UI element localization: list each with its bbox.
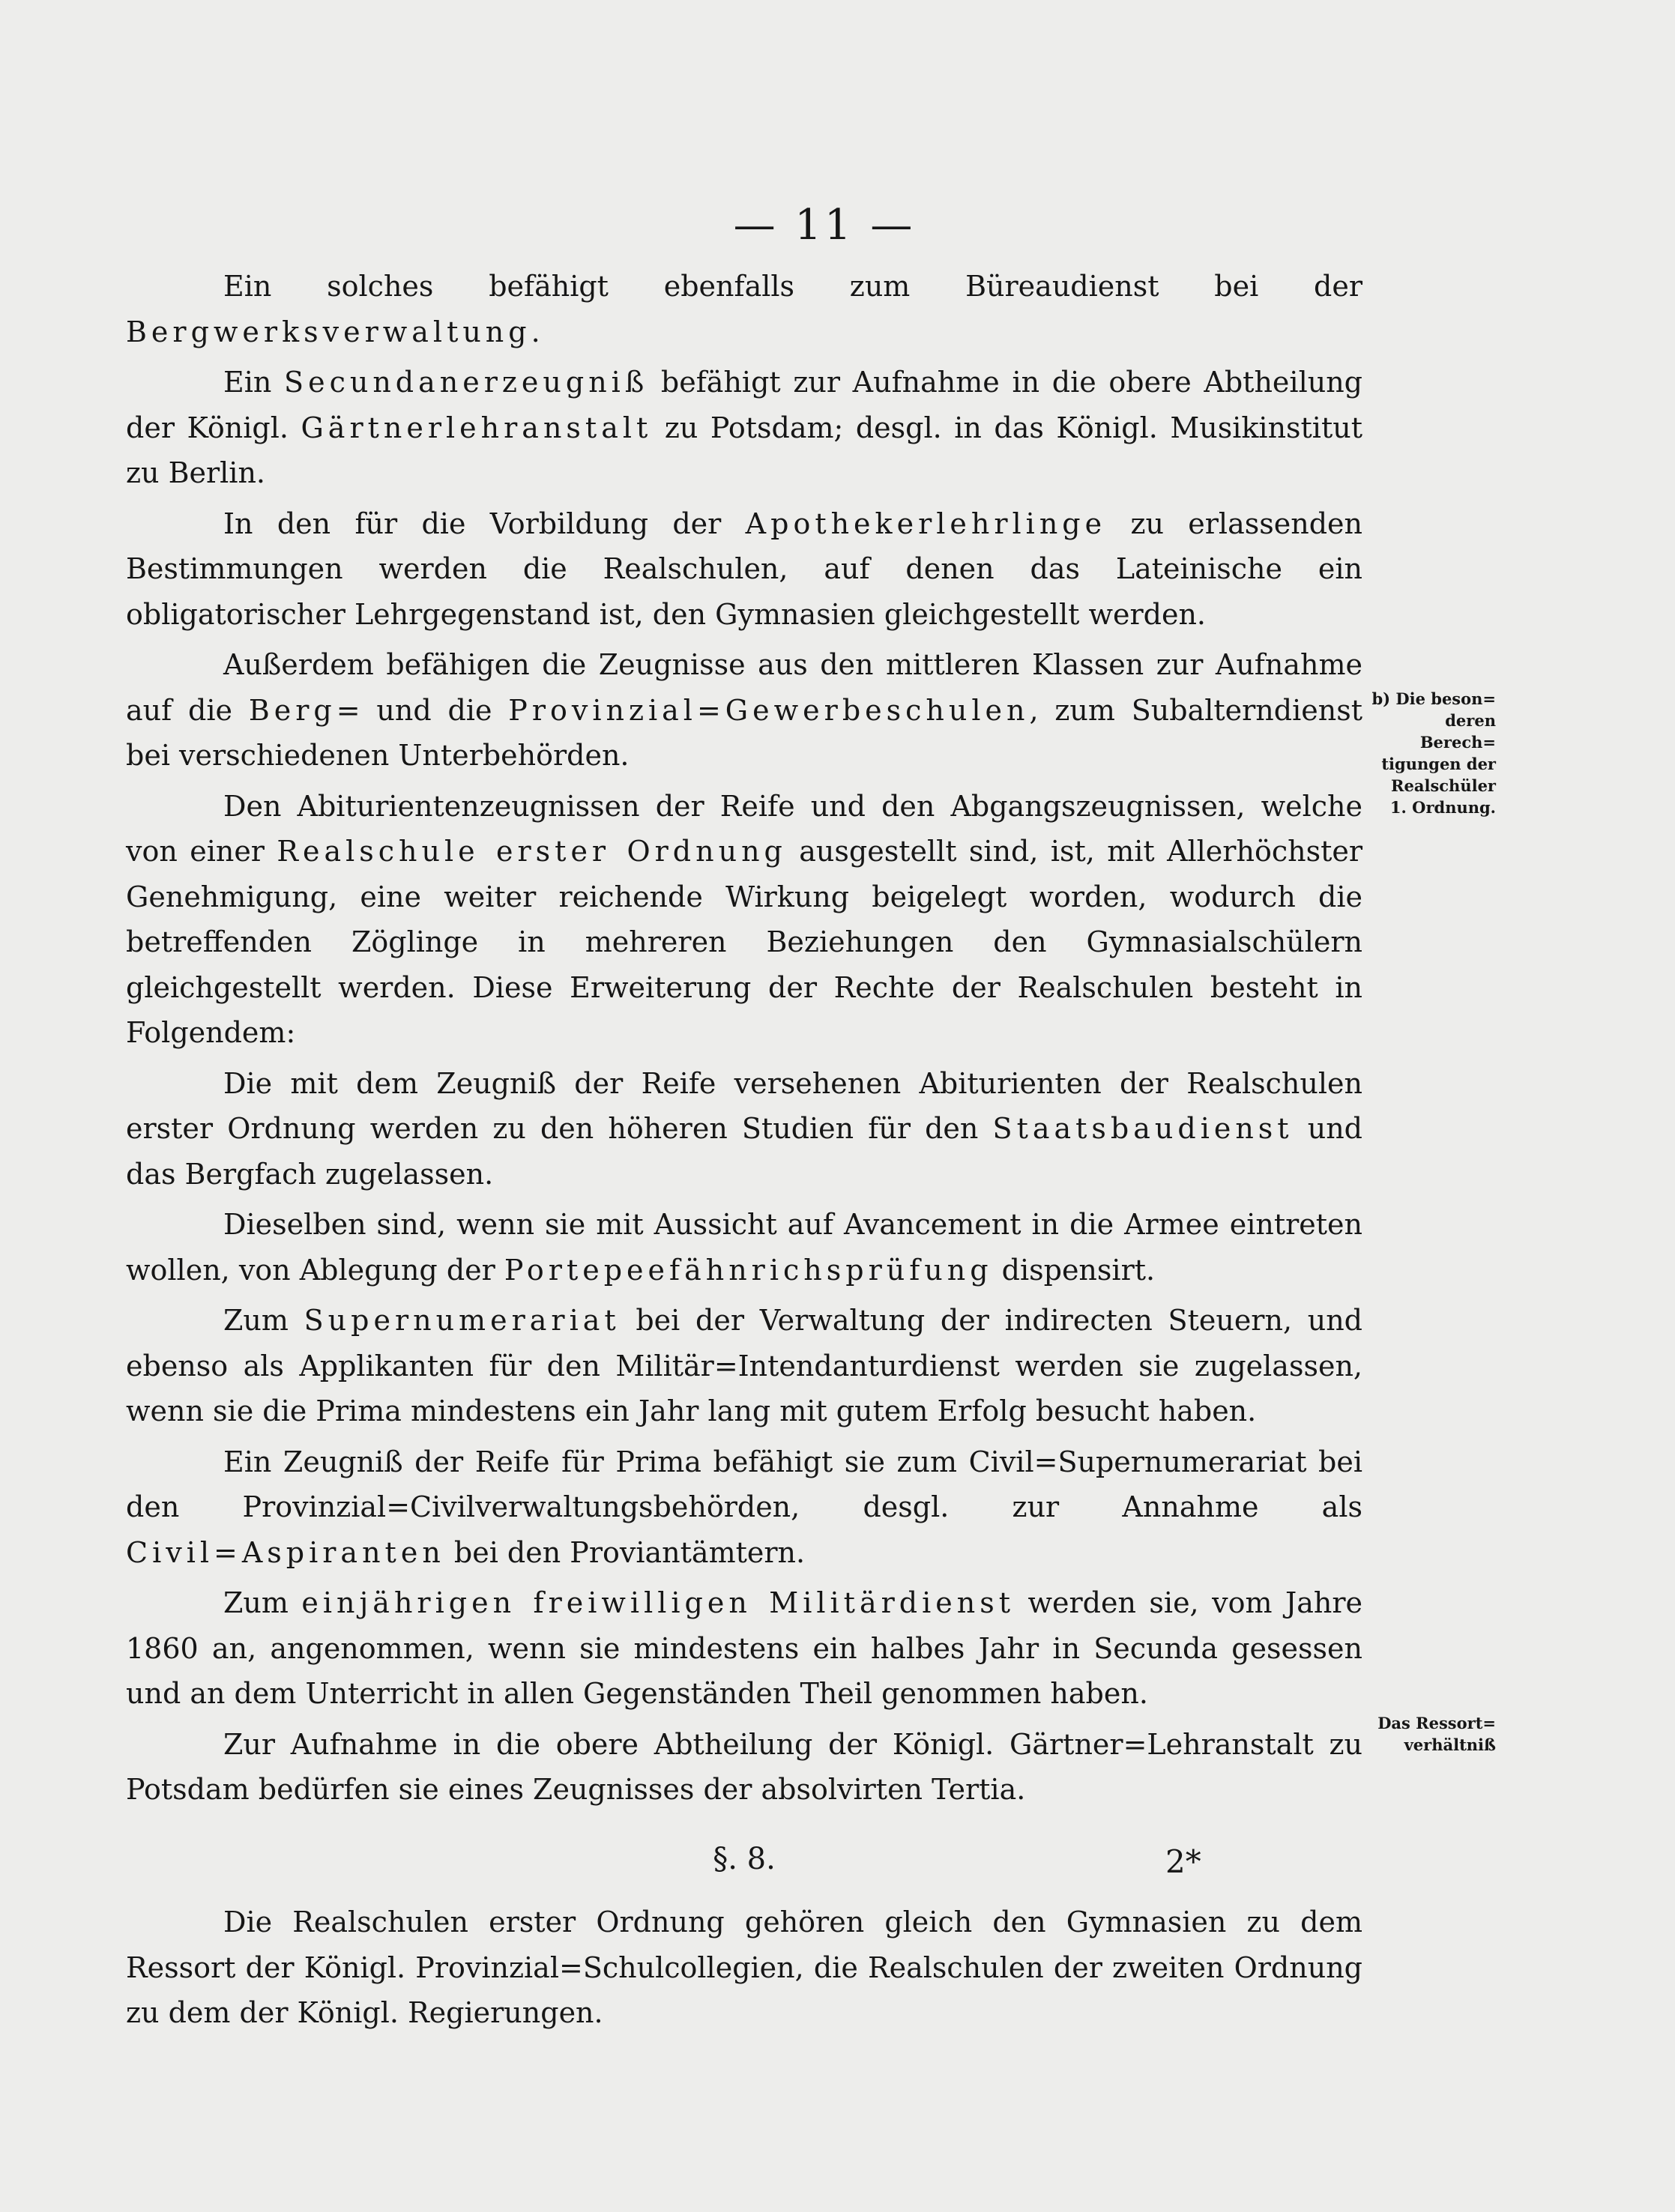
spaced-emphasis-text: Realschule erster Ordnung [277,835,787,868]
marginal-line: verhältniß [1404,1735,1496,1754]
spaced-emphasis-text: Staatsbaudienst [992,1112,1294,1145]
paragraph [126,1298,1362,1434]
signature-mark: 2* [1165,1843,1201,1880]
paragraph [126,642,1362,779]
paragraph-text: dispensirt. [992,1253,1156,1287]
paragraph [126,501,1362,638]
paragraph-text: = und die [336,693,509,727]
paragraph-text: zu erlassenden Bestimmungen werden die Realschulen, auf denen das Lateinische ein obligatorischer Lehrgegenstand ist, den Gymnasien gleichgestellt werden. [126,507,1362,631]
section-heading: §. 8. [713,1841,776,1876]
paragraph-text: Zur Aufnahme in die obere Abtheilung der Königl. Gärtner=Lehranstalt zu Potsdam bedürfen sie eines Zeugnisses der absolvirten Tertia. [126,1727,1362,1806]
paragraph-text: Außerdem befähigen die Zeugnisse aus den mittleren Klassen zur Aufnahme auf die [126,648,1362,727]
spaced-emphasis-text: Berg [248,693,336,727]
paragraph-list [126,264,1362,1813]
paragraph-text: Den Abiturientenzeugnissen der Reife und den Abgangszeugnissen, welche von einer [126,789,1362,868]
paragraph-text: . [531,315,540,348]
paragraph-text: , zum Subalterndienst bei verschiedenen Unterbehörden. [126,693,1362,772]
spaced-emphasis-text: Gärtnerlehranstalt [301,411,653,444]
paragraph-text: Ein [223,366,285,399]
paragraph-text: befähigt zur Aufnahme in die obere Abtheilung der Königl. [126,366,1362,444]
marginal-note-ressort [1368,1712,1496,1756]
spaced-emphasis-text: einjährigen freiwilligen Militärdienst [301,1586,1015,1619]
paragraph-text: bei der Verwaltung der indirecten Steuern, und ebenso als Applikanten für den Militär=Intendanturdienst werden sie zugelassen, wenn sie die Prima mindestens ein Jahr lang mit gutem Erfolg besucht haben. [126,1304,1362,1427]
paragraph [126,1722,1362,1813]
paragraph [126,1580,1362,1717]
paragraph-text: Zum [223,1586,302,1619]
paragraph-text: ausgestellt sind, ist, mit Allerhöchster Genehmigung, eine weiter reichende Wirkung beigelegt worden, wodurch die betreffenden Zöglinge in mehreren Beziehungen den Gymnasialschülern gleichgestellt werden. Diese Erweiterung der Rechte der Realschulen besteht in Folgendem: [126,835,1362,1049]
paragraph [126,1900,1362,2036]
paragraph-text: bei den Proviantämtern. [444,1535,806,1569]
marginal-note-realschule-rights [1368,688,1496,818]
paragraph [126,1061,1362,1197]
paragraph-text: Zum [223,1304,304,1337]
paragraph-text: Ein solches befähigt ebenfalls zum Büreaudienst bei der [223,270,1362,303]
marginal-line: Das Ressort= [1377,1714,1496,1732]
marginal-line: deren Berech= [1419,711,1496,752]
marginal-line: b) Die beson= [1371,689,1496,708]
spaced-emphasis-text: Secundanerzeugniß [284,366,649,399]
paragraph [126,784,1362,1056]
paragraph-text: werden sie, vom Jahre 1860 an, angenommen, wenn sie mindestens ein halbes Jahr in Secunda gesessen und an dem Unterricht in allen Gegenständen Theil genommen haben. [126,1586,1362,1710]
paragraph-text: Ein Zeugniß der Reife für Prima befähigt sie zum Civil=Supernumerariat bei den Provinzial=Civilverwaltungsbehörden, desgl. zur Annahme als [126,1445,1362,1523]
spaced-emphasis-text: Provinzial=Gewerbeschulen [508,693,1030,727]
marginal-line: Realschüler [1391,776,1496,795]
paragraph-text: In den für die Vorbildung der [223,507,746,540]
page-number: — 11 — [733,201,916,250]
spaced-emphasis-text: Civil=Aspiranten [126,1535,445,1569]
spaced-emphasis-text: Bergwerksverwaltung [126,315,531,348]
body-text [126,264,1362,2041]
paragraph [126,1202,1362,1293]
spaced-emphasis-text: Apothekerlehrlinge [745,507,1107,540]
section-paragraph-list [126,1900,1362,2036]
paragraph [126,360,1362,496]
paragraph-text: Die mit dem Zeugniß der Reife versehenen Abiturienten der Realschulen erster Ordnung werden zu den höheren Studien für den [126,1066,1362,1145]
paragraph [126,1439,1362,1576]
spaced-emphasis-text: Portepeefähnrichsprüfung [504,1253,993,1287]
paragraph-text: und das Bergfach zugelassen. [126,1112,1362,1191]
paragraph-text: zu Potsdam; desgl. in das Königl. Musikinstitut zu Berlin. [126,411,1362,489]
marginal-line: 1. Ordnung. [1389,798,1496,817]
marginal-line: tigungen der [1381,755,1496,773]
paragraph [126,264,1362,354]
spaced-emphasis-text: Supernumerariat [304,1304,621,1337]
paragraph-text: Die Realschulen erster Ordnung gehören gleich den Gymnasien zu dem Ressort der Königl. Provinzial=Schulcollegien, die Realschulen der zweiten Ordnung zu dem der Königl. Regierungen. [126,1906,1362,2029]
paragraph-text: Dieselben sind, wenn sie mit Aussicht auf Avancement in die Armee eintreten wollen, von Ablegung der [126,1208,1362,1287]
